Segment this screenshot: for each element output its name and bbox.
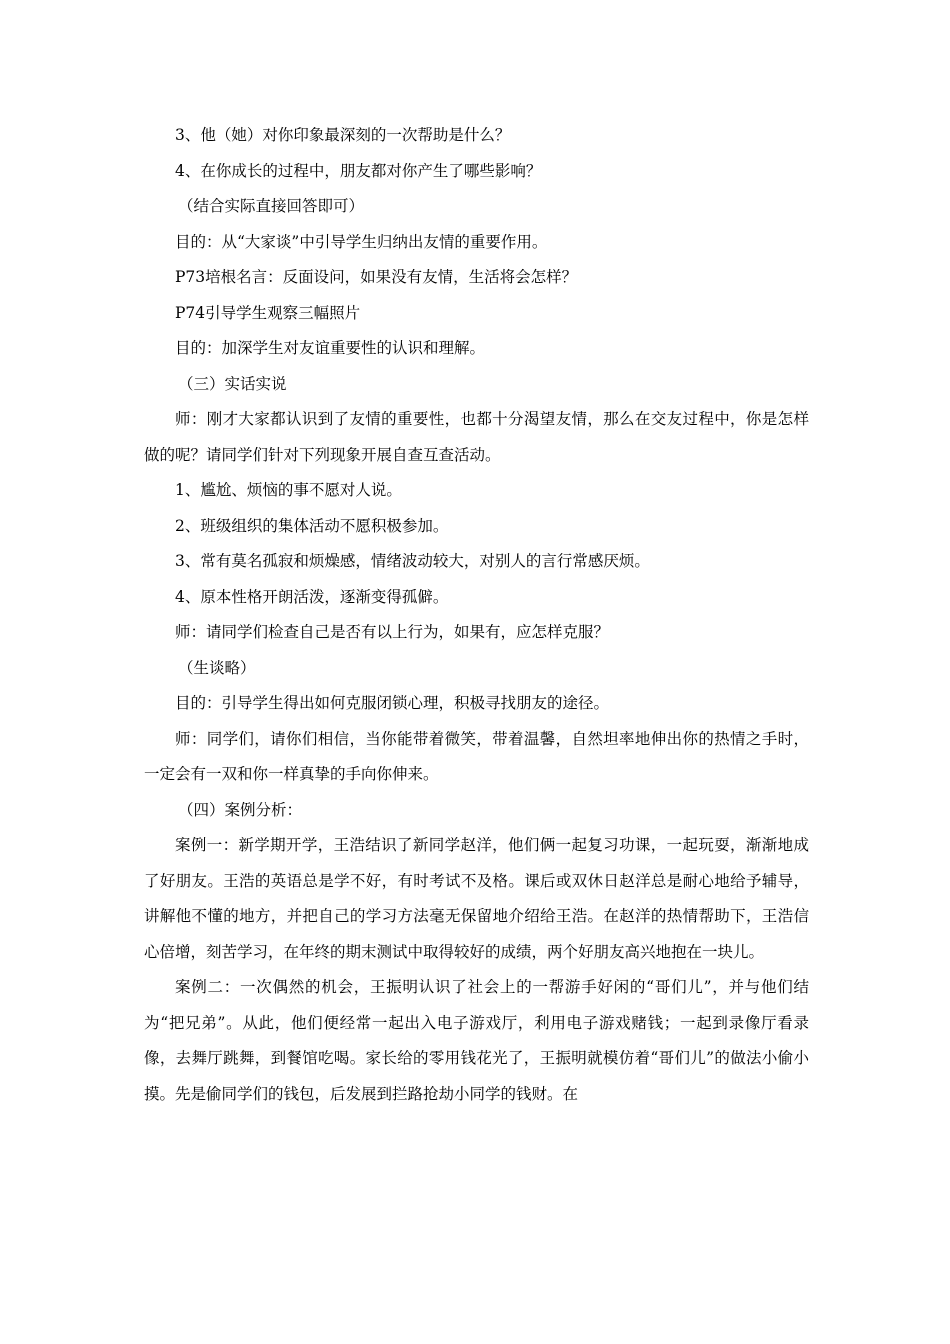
paragraph-purpose-3: 目的：引导学生得出如何克服闭锁心理，积极寻找朋友的途径。 (175, 694, 610, 712)
section-heading-3: （三）实话实说 (178, 374, 287, 393)
paragraph-item-2: 2、班级组织的集体活动不愿积极参加。 (175, 516, 449, 535)
section-heading-4: （四）案例分析： (178, 800, 303, 819)
paragraph-question-3: 3、他（她）对你印象最深刻的一次帮助是什么？ (175, 126, 511, 144)
paragraph-teacher-1: 师：刚才大家都认识到了友情的重要性，也都十分渴望友情，那么在交友过程中，你是怎样做的呢？请同学们针对下列现象开展自查互查活动。 (144, 410, 809, 464)
paragraph-item-3: 3、常有莫名孤寂和烦燥感，情绪波动较大，对别人的言行常感厌烦。 (175, 552, 650, 570)
paragraph-case-1: 案例一：新学期开学，王浩结识了新同学赵洋，他们俩一起复习功课，一起玩耍，渐渐地成了好朋友。王浩的英语总是学不好，有时考试不及格。课后或双休日赵洋总是耐心地给予辅导，讲解他不懂的地方，并把自己的学习方法毫无保留地介绍给王浩。在赵洋的热情帮助下，王浩信心倍增，刻苦学习，在年终的期末测试中取得较好的成绩，两个好朋友高兴地抱在一块儿。 (144, 836, 809, 961)
paragraph-purpose-1: 目的：从“大家谈”中引导学生归纳出友情的重要作用。 (175, 232, 548, 251)
paragraph-purpose-2: 目的：加深学生对友谊重要性的认识和理解。 (175, 339, 486, 357)
paragraph-question-4: 4、在你成长的过程中，朋友都对你产生了哪些影响？ (175, 161, 542, 180)
paragraph-p73: P73培根名言：反面设问，如果没有友情，生活将会怎样？ (175, 268, 578, 286)
paragraph-teacher-3: 师：同学们，请你们相信，当你能带着微笑，带着温馨，自然坦率地伸出你的热情之手时，一定会有一双和你一样真挚的手向你伸来。 (144, 729, 809, 783)
paragraph-case-2: 案例二：一次偶然的机会，王振明认识了社会上的一帮游手好闲的“哥们儿”，并与他们结为“把兄弟”。从此，他们便经常一起出入电子游戏厅，利用电子游戏赌钱；一起到录像厅看录像，去舞厅跳舞，到餐馆吃喝。家长给的零用钱花光了，王振明就模仿着“哥们儿”的做法小偷小摸。先是偷同学们的钱包，后发展到拦路抢劫小同学的钱财。在 (144, 978, 809, 1103)
paragraph-item-1: 1、尴尬、烦恼的事不愿对人说。 (175, 481, 402, 499)
paragraph-note: （结合实际直接回答即可） (178, 197, 365, 215)
paragraph-p74: P74引导学生观察三幅照片 (175, 303, 361, 322)
paragraph-teacher-2: 师：请同学们检查自己是否有以上行为，如果有，应怎样克服？ (175, 623, 610, 641)
paragraph-item-4: 4、原本性格开朗活泼，逐渐变得孤僻。 (175, 587, 449, 606)
paragraph-student-note: （生谈略） (178, 658, 256, 677)
document-body (144, 118, 809, 1112)
